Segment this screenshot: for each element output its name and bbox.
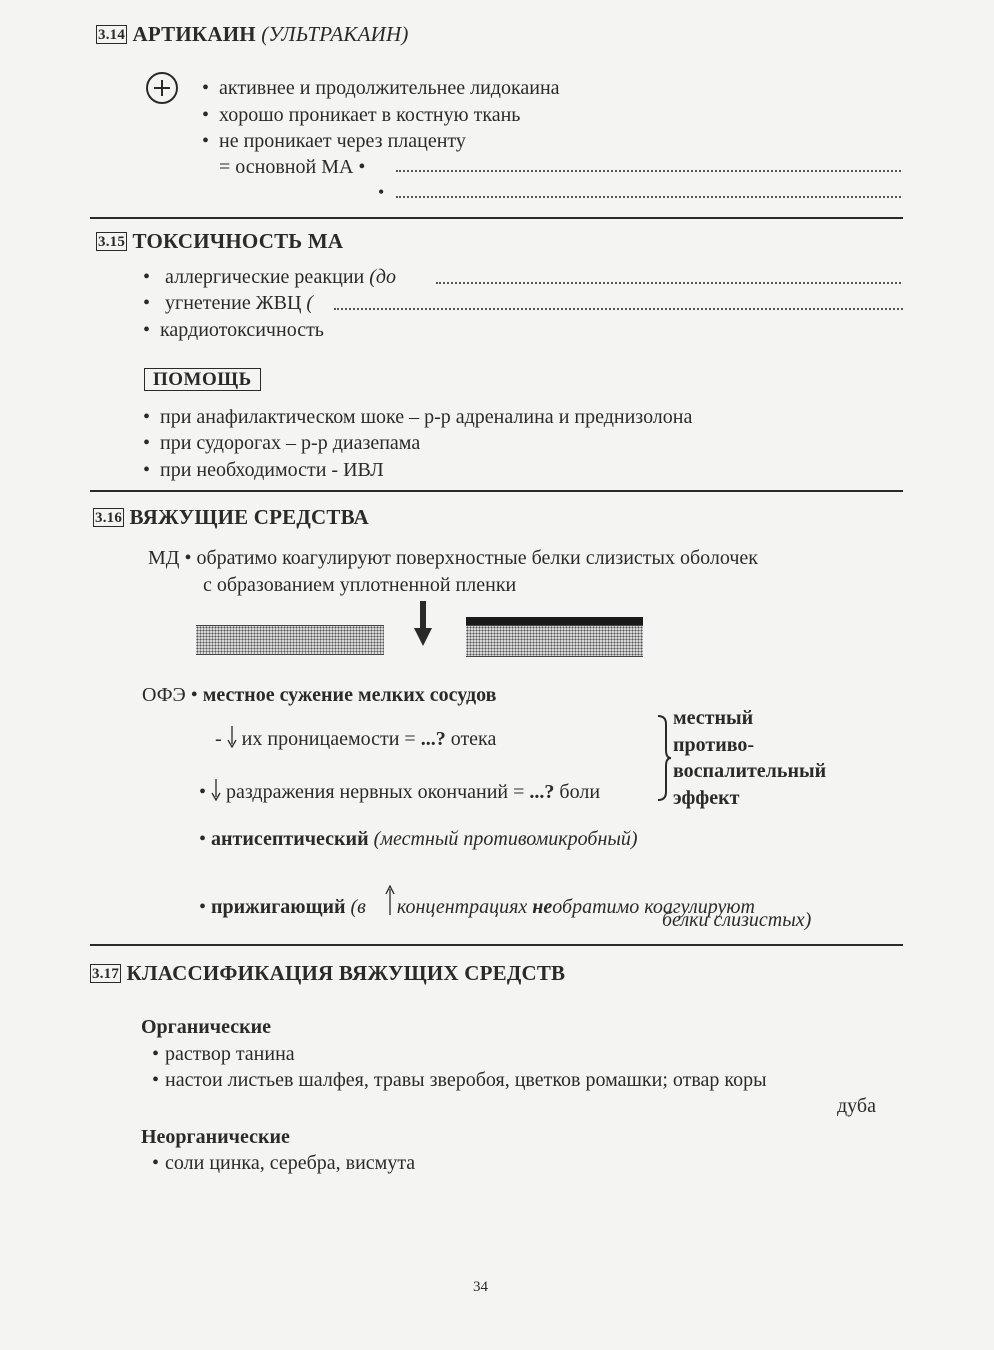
list-item: • хорошо проникает в костную ткань [202, 105, 520, 125]
section-number: 3.17 [92, 966, 120, 982]
cauter-note-bold: не [532, 896, 553, 918]
antiseptic-term: антисептический [211, 828, 369, 850]
ofe-line: ОФЭ • местное сужение мелких сосудов [142, 684, 497, 706]
arrow-down-small-icon [227, 726, 237, 752]
inorganic-title: Неорганические [141, 1126, 290, 1148]
help-label: ПОМОЩЬ [144, 368, 261, 391]
antiseptic-note: (местный противомикробный) [373, 828, 638, 850]
effect-line: местный [673, 707, 754, 729]
effect-line: эффект [673, 787, 740, 809]
cauter-note: обратимо коагулируют [552, 896, 755, 918]
dash: - [215, 728, 222, 750]
question: ...? [420, 728, 446, 750]
bullet-dot: • [378, 182, 385, 202]
list-item [143, 267, 396, 287]
cauter-note: концентрациях [396, 896, 528, 918]
item-text: аллергические реакции [165, 266, 365, 288]
section-3-14-heading [96, 24, 409, 45]
arrow-down-head [414, 628, 432, 646]
md-line: МД • обратимо коагулируют поверхностные белки слизистых оболочек [148, 547, 759, 569]
cauter-term: прижигающий [211, 896, 346, 918]
section-3-15-heading [96, 231, 343, 252]
sub-tail: боли [559, 781, 601, 803]
list-item: • кардиотоксичность [143, 320, 324, 340]
effect-line: противо- [673, 734, 755, 756]
list-item: • не проникает через плаценту [202, 131, 466, 151]
section-number: 3.14 [98, 27, 126, 43]
question: ...? [529, 781, 555, 803]
section-title-paren: (УЛЬТРАКАИН) [261, 22, 409, 46]
section-3-17-heading [90, 963, 565, 984]
list-item: • при судорогах – р-р диазепама [143, 433, 420, 453]
arrow-up-small-icon [385, 885, 397, 919]
film-layer [466, 617, 643, 625]
fill-in-dots [436, 282, 901, 284]
section-number: 3.16 [95, 510, 123, 526]
sub-text: их проницаемости = [241, 728, 416, 750]
item-tail: ( [306, 292, 314, 314]
md-label: МД [148, 547, 180, 569]
sub-effect-2: • раздражения нервных окончаний = ...? боли [199, 781, 601, 803]
mucosa-after-illustration [466, 625, 643, 657]
section-title: ВЯЖУЩИЕ СРЕДСТВА [129, 505, 369, 529]
sub-text: раздражения нервных окончаний = [226, 781, 525, 803]
cauter-note-line-2: белки слизистых) [662, 909, 812, 931]
section-divider [90, 944, 903, 946]
fill-in-dots [334, 308, 903, 310]
list-item: • при анафилактическом шоке – р-р адреналина и преднизолона [143, 407, 692, 427]
list-item [143, 293, 313, 313]
ofe-label: ОФЭ [142, 684, 186, 706]
effect-line: воспалительный [673, 760, 827, 782]
md-text: обратимо коагулируют поверхностные белки слизистых оболочек [196, 547, 759, 569]
sub-tail: отека [450, 728, 497, 750]
arrow-down-icon [420, 601, 426, 629]
organic-title: Органические [141, 1016, 272, 1038]
list-item: • раствор танина [152, 1044, 295, 1064]
sub-effect-1 [215, 723, 496, 749]
md-line-2: с образованием уплотненной пленки [203, 574, 517, 596]
item-text: угнетение ЖВЦ [165, 292, 302, 314]
antiseptic-line: • антисептический (местный противомикробный) [199, 828, 638, 850]
cauter-line: • прижигающий (в концентрациях необратимо коагулируют [199, 883, 755, 917]
section-title: АРТИКАИН [132, 22, 256, 46]
section-divider [90, 490, 903, 492]
list-item: • настои листьев шалфея, травы зверобоя, цветков ромашки; отвар коры [152, 1070, 767, 1090]
circled-plus-icon [146, 72, 178, 104]
section-3-16-heading [93, 507, 369, 528]
mucosa-before-illustration [196, 625, 384, 655]
list-item: • активнее и продолжительнее лидокаина [202, 78, 560, 98]
page-number: 34 [473, 1279, 488, 1295]
cauter-note: (в [350, 896, 366, 918]
ofe-main: местное сужение мелких сосудов [202, 684, 497, 706]
fill-in-dots [396, 170, 901, 172]
curly-brace-icon [656, 712, 672, 808]
list-item: • при необходимости - ИВЛ [143, 460, 384, 480]
section-divider [90, 217, 903, 219]
item-tail: (до [369, 266, 397, 288]
section-title: КЛАССИФИКАЦИЯ ВЯЖУЩИХ СРЕДСТВ [126, 961, 566, 985]
arrow-down-small-icon [211, 779, 221, 805]
list-item-tail: дуба [837, 1095, 876, 1117]
fill-in-dots [396, 196, 901, 198]
section-title: ТОКСИЧНОСТЬ МА [132, 229, 344, 253]
list-item: • соли цинка, серебра, висмута [152, 1153, 415, 1173]
conclusion-line: = основной МА • [219, 156, 366, 178]
section-number: 3.15 [98, 234, 126, 250]
